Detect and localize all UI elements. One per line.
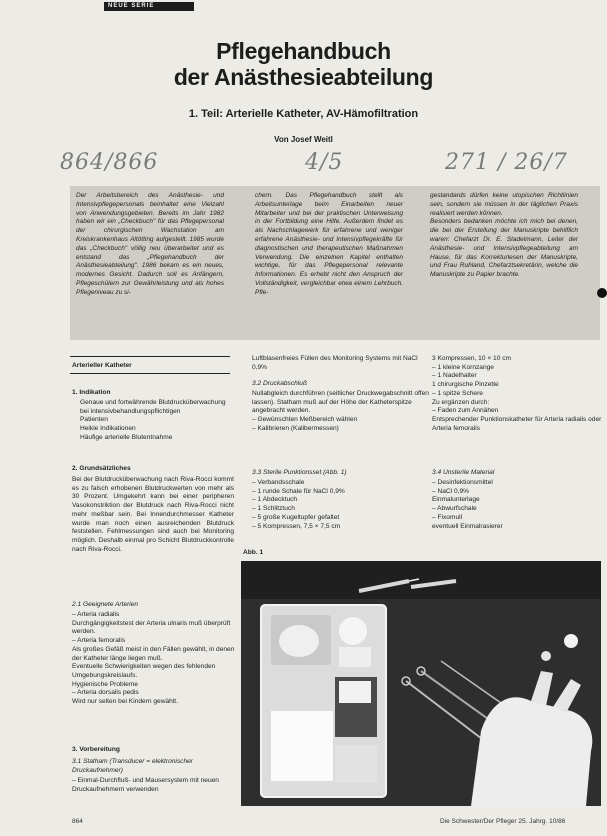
section-heading: Arterieller Katheter xyxy=(72,362,132,369)
page-number: 864 xyxy=(72,818,83,825)
article-subtitle: 1. Teil: Arterielle Katheter, AV-Hämofiltration xyxy=(188,108,419,120)
article-title-line1: Pflegehandbuch xyxy=(216,38,391,64)
heading-statham: 3.1 Statham (Transducer = elektronischer Druckaufnehmer) xyxy=(72,758,194,774)
text-arterien: – Arteria radialis Durchgängigkeitstest der Arteria ulnaris muß überprüft werden. – Arteria femoralis Als großes Gefäß meist in den Fällen gewählt, in denen der Katheter länge liegen muß. Eventuelle Schwierigkeiten wegen des fehlenden Umgebungskreislaufs. Hygienische Probleme – Arteria dorsalis pedis Wird nur selten bei Kindern gewählt. xyxy=(72,611,235,706)
heading-grundsaetzliches: 2. Grundsätzliches xyxy=(72,465,131,472)
handwritten-note-1: 864/866 xyxy=(60,150,159,175)
binder-hole-mark xyxy=(597,288,607,298)
text-druckabschluss: Nullabgleich durchführen (seitlicher Druckwegabschnitt offen lassen). Statham muß auf der Höhe der Katheterspitze angebracht werden. – Gewünschten Meßbereich wählen – Kalibrieren (Kalibermessen) xyxy=(252,390,429,432)
text-grundsaetzliches: Bei der Blutdrucküberwachung nach Riva-Rocci kommt es zu falsch erhobenen Blutdruckwerten von mehr als 30 Prozent. Umgekehrt kann bei einer peripheren Vasokonstriktion der Blutdruck nach Riva-Rocci nicht mehr meßbar sein. Bei Innendurchmesser Katheter wurde man noch einen ausreichenden Blutdruck feststellen. Fehlmessungen sind auch bei Monitoring möglich. Deshalb einmal pro Schicht Blutdruckkontrolle nach Riva-Rocci. xyxy=(72,476,234,553)
text-monitoring-fill: Luftblasenfreies Füllen des Monitoring Systems mit NaCl 0,9% xyxy=(252,355,418,371)
heading-vorbereitung: 3. Vorbereitung xyxy=(72,746,120,753)
intro-column-3: gestandards dürfen keine utopischen Richtlinien sein, sondern sie müssen in der täglichen Praxis realisiert werden können. Besonders bedanken möchte ich mich bei denen, die bei der Erstellung der Manuskripte behilflich waren: Chefarzt Dr. E. Stadelmann, Leiter der Anästhesie- und Intensivpflegeabteilung am Hause, für das Korrekturlesen der Manuskripte, und Frau Ruhland, Chefarztsekretärin, welche die Manuskripte zu Papier brachte. xyxy=(430,192,578,279)
column-rule xyxy=(70,373,230,374)
instrument-tray-photo xyxy=(241,561,601,806)
heading-druckabschluss: 3.2 Druckabschluß xyxy=(252,380,307,387)
handwritten-note-2: 4/5 xyxy=(305,150,344,175)
article-title-line2: der Anästhesieabteilung xyxy=(173,64,434,90)
text-unsterile-material: – Desinfektionsmittel – NaCl 0,9% Einmalunterlage – Abwurfschale – Fixomull eventuell Einmalrasierer xyxy=(432,479,503,530)
heading-unsterile-material: 3.4 Unsterile Material xyxy=(432,469,495,476)
text-punktionsset: – Verbandsschale – 1 runde Schale für NaCl 0,9% – 1 Abdecktuch – 1 Schlitztuch – 5 große Kugeltupfer gefaltet – 5 Kompressen, 7,5 × 7,5 cm xyxy=(252,479,345,530)
figure-caption: Abb. 1 xyxy=(243,549,264,556)
journal-footer: Die Schwester/Der Pfleger 25. Jahrg. 10/86 xyxy=(440,818,566,825)
article-author: Von Josef Weitl xyxy=(274,135,333,144)
intro-column-1: Der Arbeitsbereich des Anästhesie- und Intensivpflegepersonals beinhaltet eine Vielzahl von Anwendungsgebieten. Bereits im Jahr 1982 haben wir ein „Checkbuch" für das Pflegepersonal der chirurgischen Wachstation am Kreiskrankenhaus Altötting aufgestellt. 1985 wurde das „Checkbuch" völlig neu überarbeitet und es entstand das „Pflegehandbuch der Anästhesieabteilung". 1986 bekam es ein neues, modernes Gesicht. Dadurch soll es Anfängern, Pflegeschülern zur Gewährleistung und als hohes Pflegeniveau zu si- xyxy=(76,192,224,296)
heading-arterien: 2.1 Geeignete Arterien xyxy=(72,601,139,608)
heading-indikation: 1. Indikation xyxy=(72,389,111,396)
text-indikation: Genaue und fortwährende Blutdrucküberwachung bei intensivbehandlungspflichtigen Patienten Heikle Indikationen Häufige arterielle Blutentnahme xyxy=(80,399,226,441)
column-rule xyxy=(70,356,230,357)
heading-punktionsset: 3.3 Sterile Punktionsset (Abb. 1) xyxy=(252,469,347,476)
text-set-continued: 3 Kompressen, 10 × 10 cm – 1 kleine Kornzange – 1 Nadelhalter 1 chirurgische Pinzette – 1 spitze Schere Zu ergänzen durch: – Faden zum Annähen Entsprechender Punktionskatheter für Arteria radialis oder Arteria femoralis xyxy=(432,355,602,432)
intro-column-2: chern. Das Pflegehandbuch stellt als Arbeitsunterlage beim Einarbeiten neuer Mitarbeiter und bei der praktischen Unterweisung in der Fortbildung eine Hilfe. Außerdem findet es als Nachschlagewerk für erfahrene und weniger erfahrene Anästhesie- und Intensivpflegekräfte für diagnostischen und therapeutischen Maßnahmen Verwendung. Die einzelnen Kapitel enthalten wichtige, für das Pflegepersonal relevante Informationen. Es erhebt nicht den Anspruch der Vollständigkeit, vergleichbar etwa einem Lehrbuch. Pfle- xyxy=(255,192,403,296)
text-statham: – Einmal-Durchfluß- und Mausersystem mit neuen Druckaufnehmern verwenden xyxy=(72,777,219,793)
figure-photo xyxy=(241,561,601,806)
section-tag: NEUE SERIE xyxy=(104,2,194,11)
handwritten-note-3: 271 / 26/7 xyxy=(445,150,568,175)
